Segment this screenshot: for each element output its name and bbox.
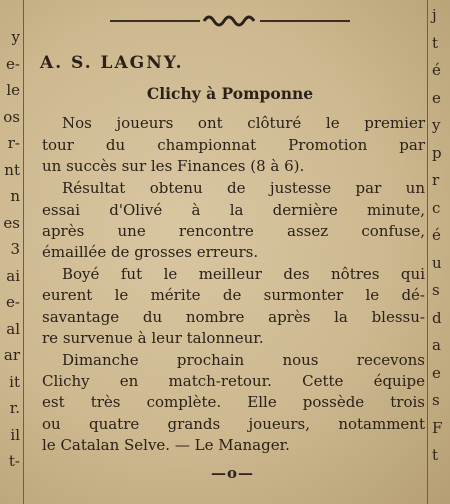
right-column-fragment: t — [432, 446, 439, 464]
article-line: essai d'Olivé à la dernière minute, — [42, 201, 425, 219]
left-column-fragment: t- — [8, 452, 20, 470]
right-column-fragment: t — [432, 33, 439, 52]
left-column-fragment: it — [9, 372, 20, 391]
column-rule-right — [427, 0, 428, 504]
right-column-fragment: c — [432, 198, 441, 217]
right-column-fragment: s — [432, 281, 440, 299]
right-column-fragment: y — [432, 116, 441, 134]
article-line: ou quatre grands joueurs, notamment — [42, 415, 425, 433]
right-column-fragment: F — [432, 418, 443, 437]
article-line: Résultat obtenu de justesse par un — [62, 179, 425, 197]
left-column-fragment: r. — [9, 399, 20, 417]
right-column-fragment: u — [432, 253, 442, 272]
article-line: Boyé fut le meilleur des nôtres qui — [62, 265, 425, 283]
right-column-fragment: s — [432, 391, 440, 409]
left-column-fragment: r- — [7, 134, 20, 152]
article-subhead: Clichy à Pomponne — [146, 84, 314, 103]
left-column-fragment: nt — [4, 160, 20, 179]
article-line: est très complète. Elle possède trois — [42, 393, 425, 411]
article-line: Dimanche prochain nous recevons — [62, 351, 425, 369]
right-column-fragment: e — [432, 363, 441, 382]
right-column-fragment: é — [432, 61, 441, 79]
right-column-fragment: p — [432, 143, 442, 162]
article-line: eurent le mérite de surmonter le dé- — [42, 286, 425, 304]
article-line: re survenue à leur talonneur. — [42, 329, 264, 347]
left-column-fragment: es — [3, 213, 20, 232]
left-column-fragment: 3 — [10, 240, 20, 258]
article-line: un succès sur les Finances (8 à 6). — [42, 157, 305, 175]
article-line: Clichy en match-retour. Cette équipe — [42, 372, 425, 390]
right-column-fragments — [430, 0, 450, 504]
left-column-fragment: y — [11, 28, 20, 46]
article-line: après une rencontre assez confuse, — [42, 222, 425, 240]
right-column-fragment: j — [432, 6, 437, 24]
article-line: le Catalan Selve. — Le Manager. — [42, 436, 290, 454]
article-line: tour du championnat Promotion par — [42, 136, 425, 154]
left-column-fragment: os — [3, 107, 20, 126]
left-column-fragment: ai — [6, 266, 20, 285]
right-column-fragment: r — [432, 171, 440, 189]
column-rule-left — [23, 0, 24, 504]
left-column-fragment: e- — [6, 54, 20, 73]
left-column-fragments — [0, 0, 22, 504]
left-column-fragment: e- — [6, 293, 20, 311]
article-line: Nos joueurs ont clôturé le premier — [62, 114, 425, 132]
right-column-fragment: a — [432, 336, 441, 354]
article-line: émaillée de grosses erreurs. — [42, 243, 259, 261]
left-column-fragment: ar — [3, 346, 20, 364]
left-column-fragment: le — [6, 81, 20, 99]
right-column-fragment: d — [432, 308, 442, 327]
left-column-fragment: al — [6, 319, 20, 338]
left-column-fragment: il — [10, 425, 20, 444]
right-column-fragment: é — [432, 226, 441, 244]
article-end-separator — [205, 464, 265, 482]
left-column-fragment: n — [10, 187, 20, 205]
article-headline: A. S. LAGNY. — [40, 53, 184, 73]
article-line: savantage du nombre après la blessu- — [42, 308, 425, 326]
header-ornament — [110, 12, 350, 28]
right-column-fragment: e — [432, 88, 441, 107]
separator-text: —o— — [211, 464, 255, 482]
